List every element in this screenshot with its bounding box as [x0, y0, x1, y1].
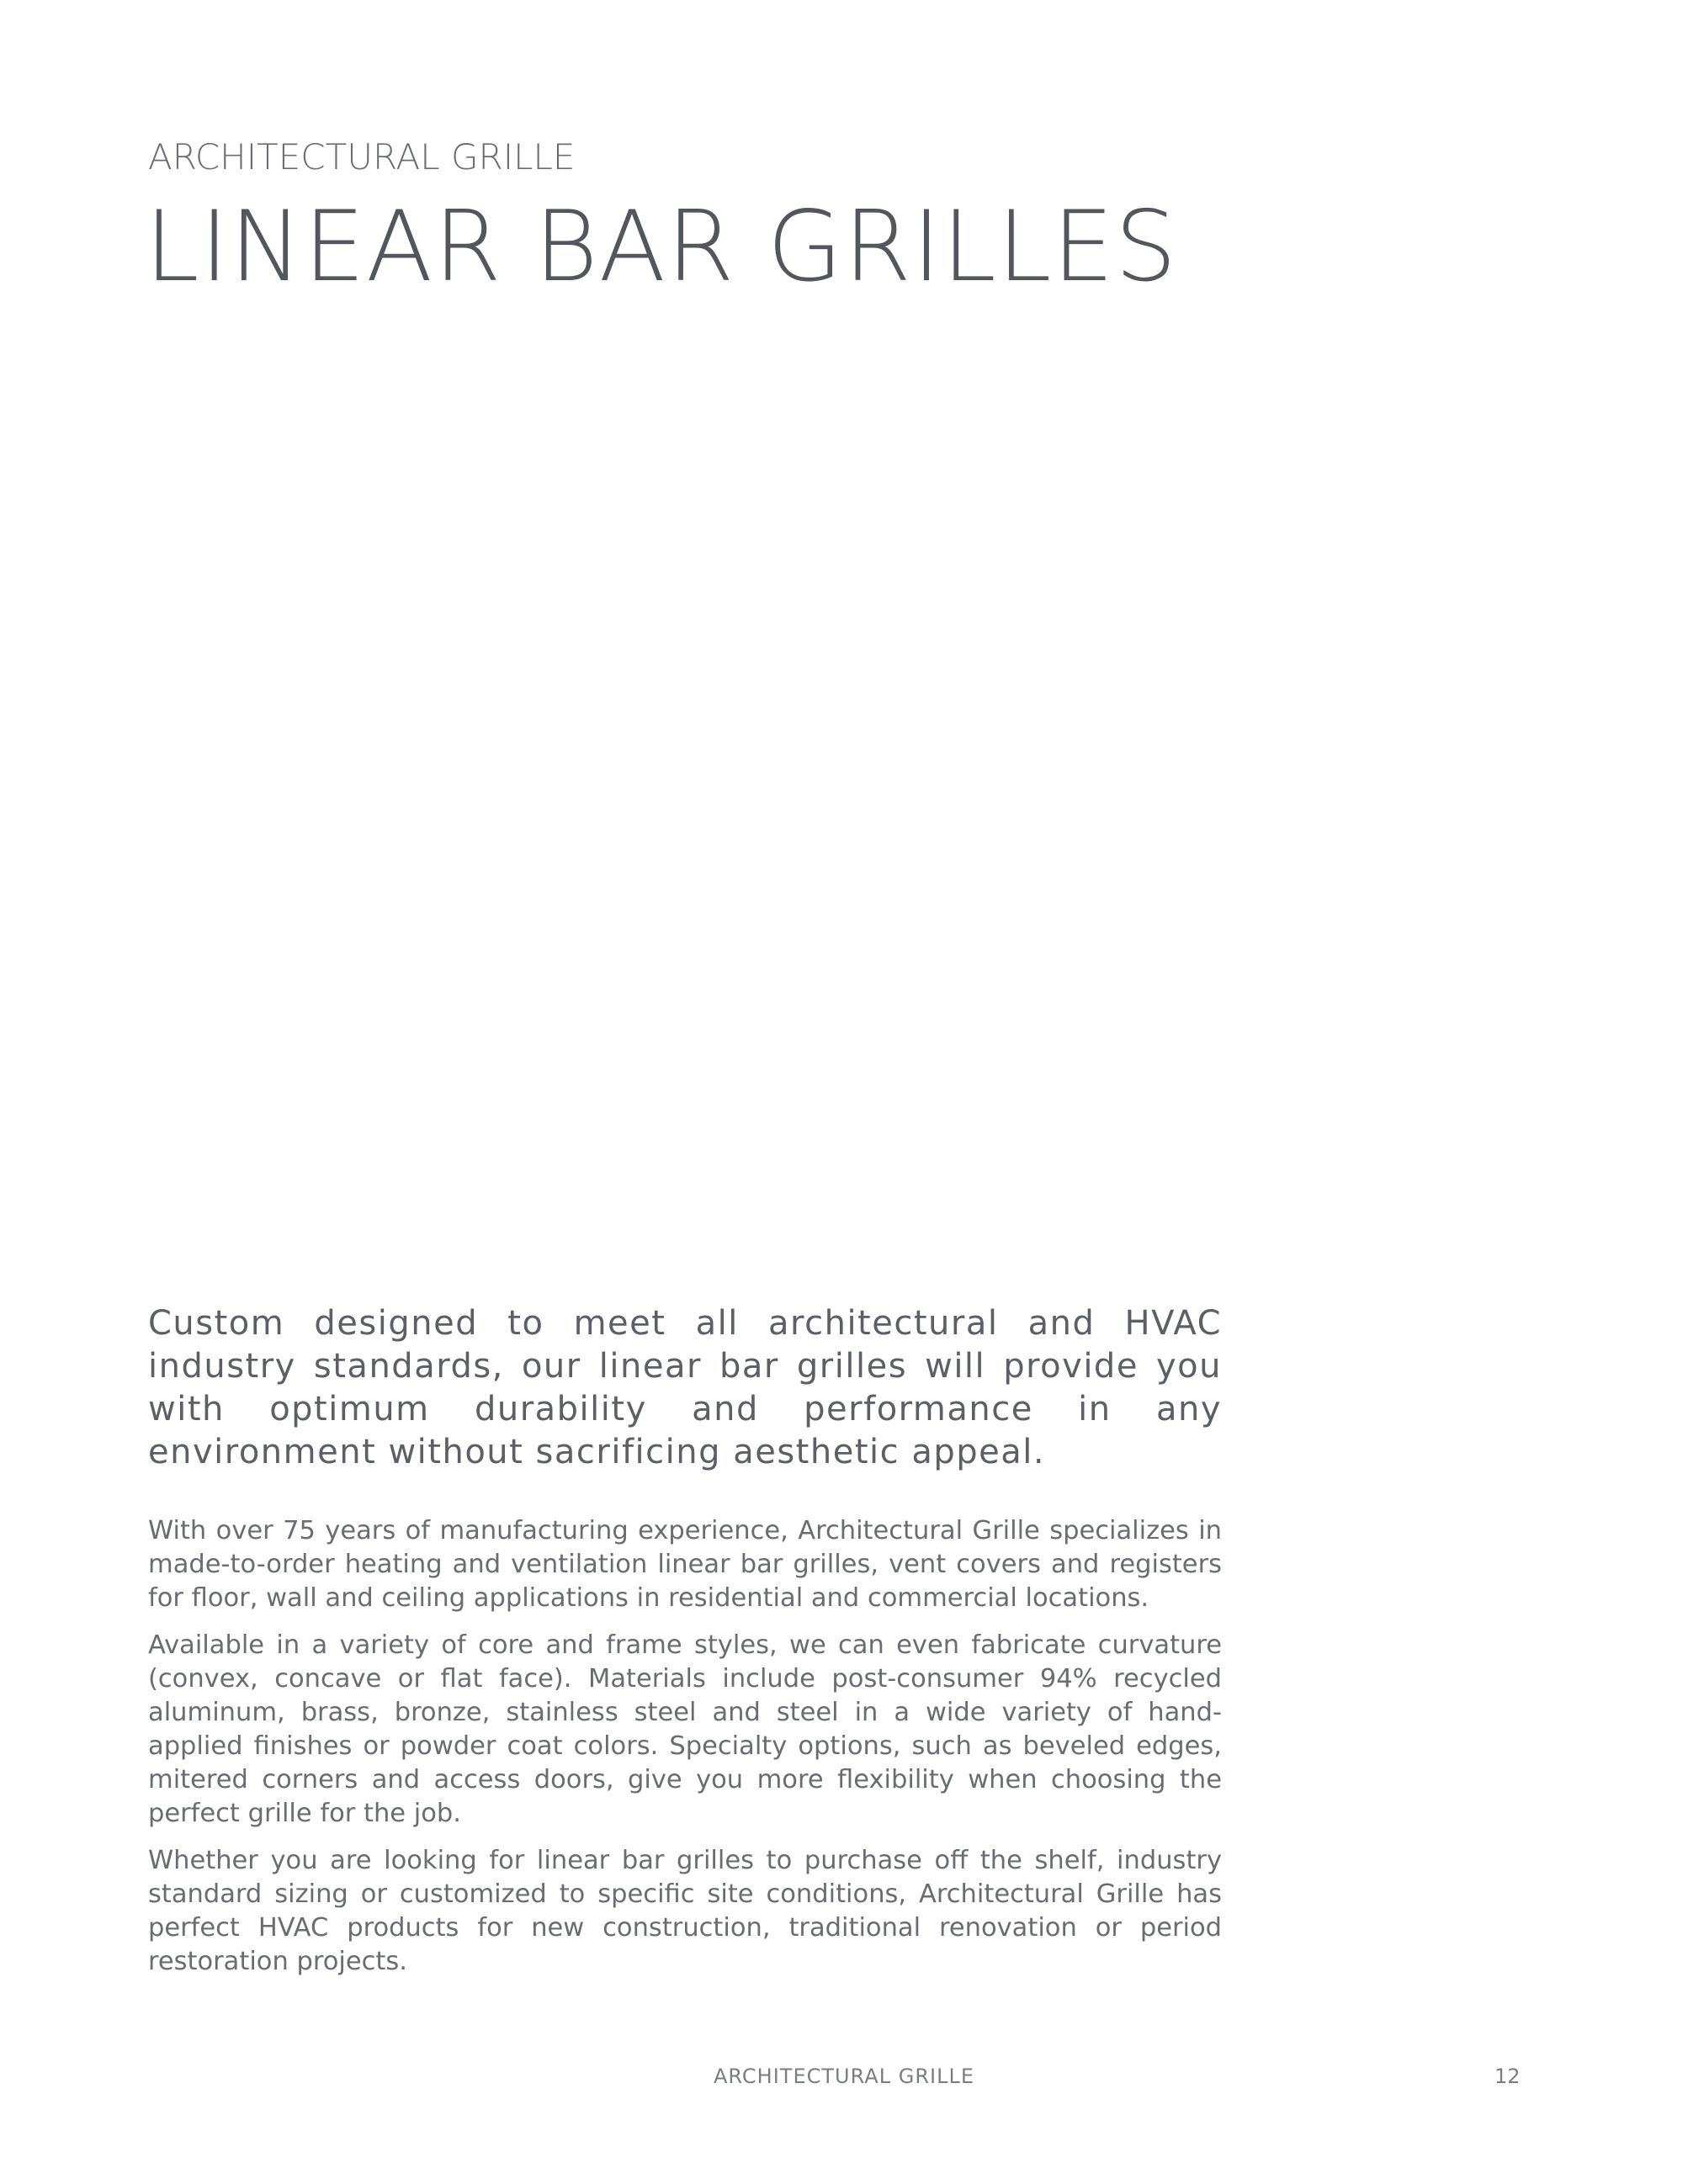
- body-paragraph-1: With over 75 years of manufacturing experience, Architectural Grille specializes in made-to-order heating and ventilation linear bar grilles, vent covers and registers for floor, wall and ceiling applications in residential and commercial locations.: [148, 1516, 1222, 1613]
- section-kicker: ARCHITECTURAL GRILLE: [148, 136, 576, 178]
- body-paragraph-3: Whether you are looking for linear bar grilles to purchase off the shelf, industry standard sizing or customized to specific site conditions, Architectural Grille has perfect HVAC products for new construction, traditional renovation or period restoration projects.: [148, 1846, 1222, 1976]
- page-number: 12: [1494, 2065, 1521, 2088]
- body-paragraph-2: Available in a variety of core and frame styles, we can even fabricate curvature (convex, concave or flat face). Materials include post-consumer 94% recycled aluminum, brass, bronze, stainless steel and steel in a wide variety of hand-applied finishes or powder coat colors. Specialty options, such as beveled edges, mitered corners and access doors, give you more flexibility when choosing the perfect grille for the job.: [148, 1630, 1222, 1828]
- page-title: LINEAR BAR GRILLES: [145, 190, 1178, 304]
- footer-label: ARCHITECTURAL GRILLE: [714, 2065, 974, 2088]
- lead-paragraph: Custom designed to meet all architectural and HVAC industry standards, our linear bar grilles will provide you with optimum durability and performance in any environment without sacrificing aesthetic appeal.: [148, 1304, 1222, 1471]
- main-content: [148, 1302, 1222, 1992]
